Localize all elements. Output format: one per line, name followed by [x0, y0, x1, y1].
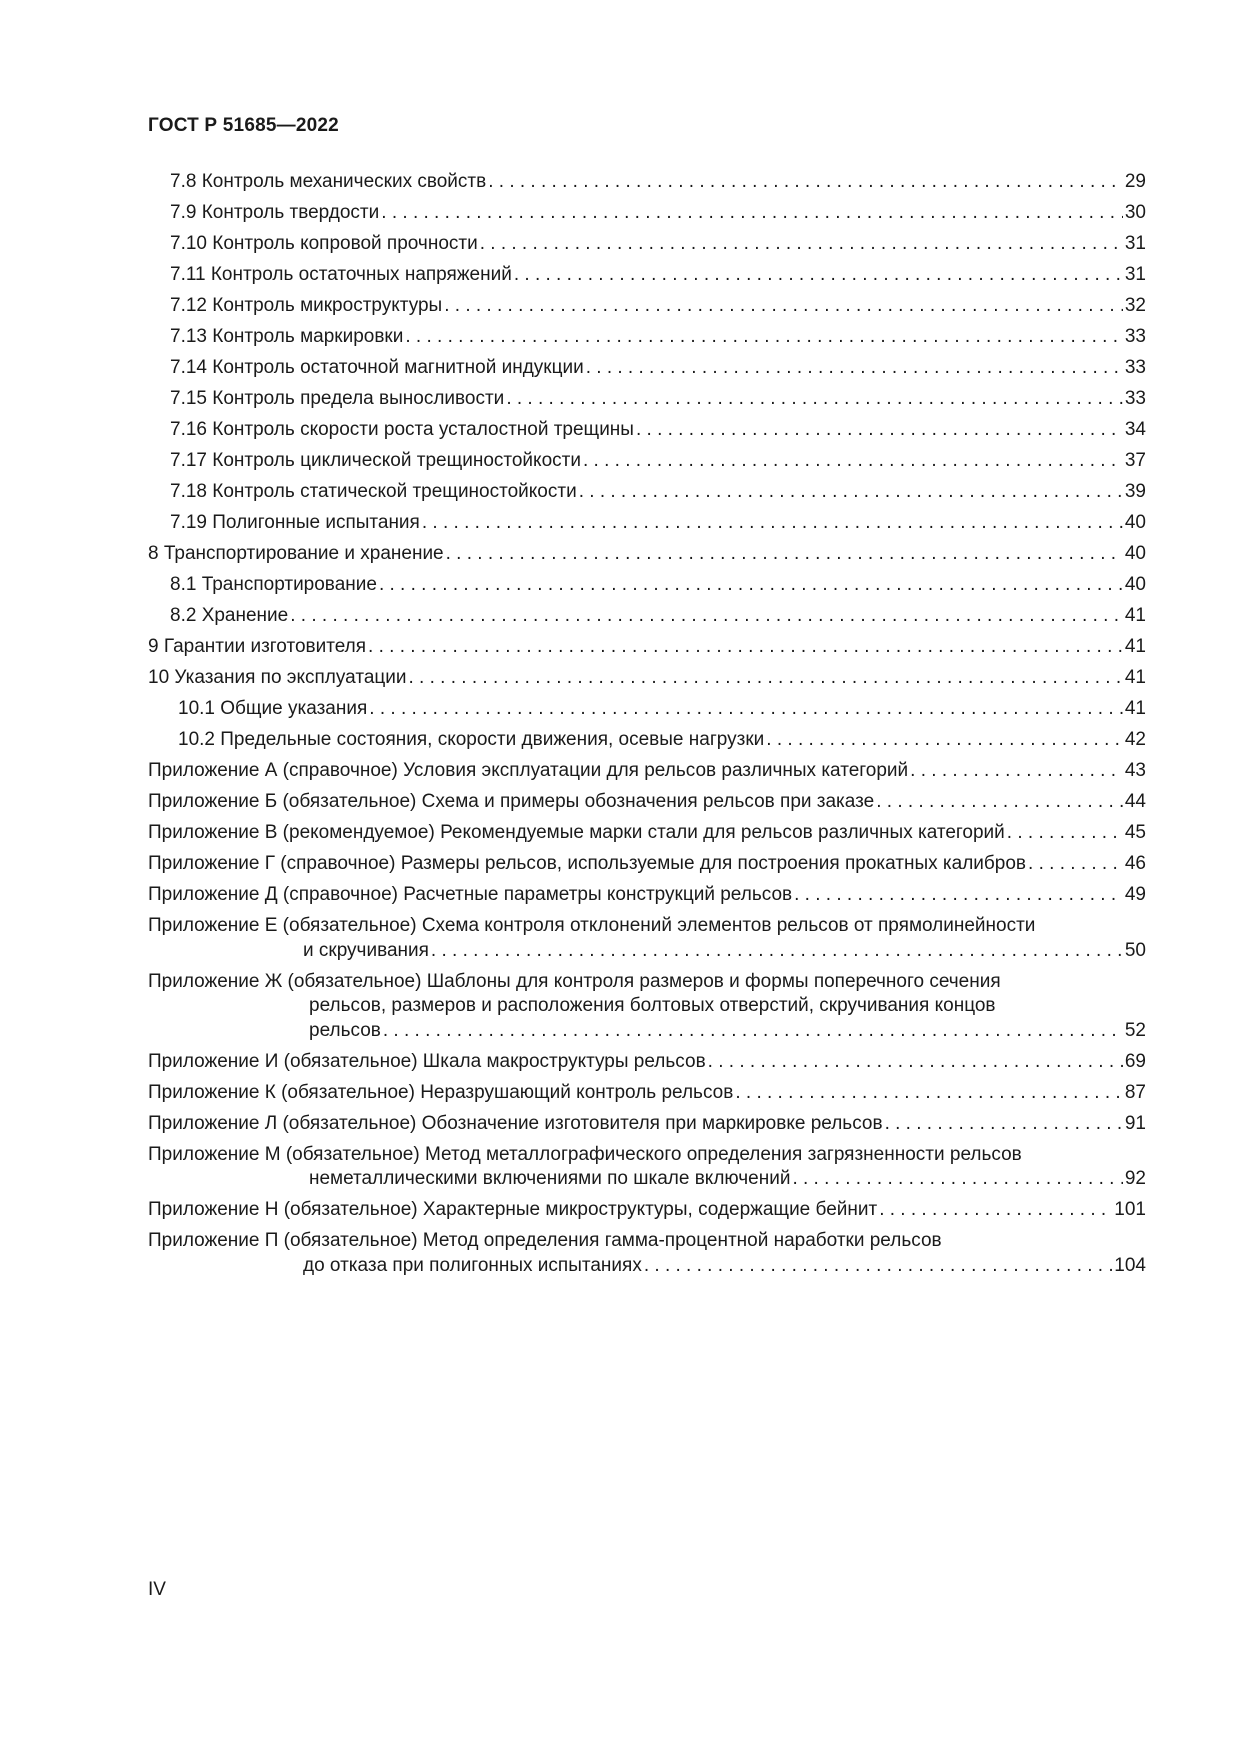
toc-entry[interactable] [148, 263, 1146, 288]
toc-entry-title: 9 Гарантии изготовителя [148, 636, 367, 657]
toc-entry-page: 44 [1124, 791, 1146, 812]
toc-entry-title: 7.9 Контроль твердости [170, 202, 380, 223]
toc-entry-title: 7.12 Контроль микроструктуры [170, 295, 443, 316]
toc-entry-title: 7.8 Контроль механических свойств [170, 171, 487, 192]
toc-entry-page: 32 [1124, 295, 1146, 316]
toc-entry[interactable] [148, 1050, 1146, 1075]
toc-entry-title: 7.14 Контроль остаточной магнитной индукции [170, 357, 584, 378]
toc-entry-title: Приложение А (справочное) Условия эксплуатации для рельсов различных категорий [148, 760, 909, 781]
toc-entry[interactable] [148, 604, 1146, 629]
toc-entry-title: 10 Указания по эксплуатации [148, 667, 407, 688]
toc-entry-page: 41 [1124, 636, 1146, 657]
toc-entry[interactable] [148, 635, 1146, 660]
toc-entry-title: 7.16 Контроль скорости роста усталостной трещины [170, 419, 634, 440]
toc-entry-title: Приложение Б (обязательное) Схема и примеры обозначения рельсов при заказе [148, 791, 875, 812]
toc-entry-page: 52 [1124, 1019, 1146, 1041]
toc-entry-page: 33 [1124, 357, 1146, 378]
toc-entry-page: 41 [1124, 605, 1146, 626]
toc-entry-page: 45 [1124, 822, 1146, 843]
toc-entry[interactable] [148, 1112, 1146, 1137]
toc-entry-page: 40 [1124, 574, 1146, 595]
toc-entry[interactable] [148, 170, 1146, 195]
toc-entry-page: 50 [1124, 939, 1146, 961]
toc-entry[interactable] [148, 511, 1146, 536]
toc-entry-page: 49 [1124, 884, 1146, 905]
toc-entry-page: 33 [1124, 388, 1146, 409]
toc-entry-title: 7.11 Контроль остаточных напряжений [170, 264, 512, 285]
table-of-contents [148, 170, 1146, 1285]
toc-entry-title: Приложение Л (обязательное) Обозначение изготовителя при маркировке рельсов [148, 1112, 883, 1134]
toc-entry-page: 69 [1124, 1050, 1146, 1072]
toc-entry-title: 7.13 Контроль маркировки [170, 326, 404, 347]
toc-entry-page: 91 [1124, 1112, 1146, 1134]
toc-entry-title-continuation: неметаллическими включениями по шкале включений [309, 1168, 791, 1189]
toc-entry-title: Приложение Н (обязательное) Характерные микроструктуры, содержащие бейнит [148, 1199, 878, 1220]
toc-entry-page: 33 [1124, 326, 1146, 347]
toc-entry-title: 7.10 Контроль копровой прочности [170, 233, 478, 254]
toc-entry[interactable] [148, 573, 1146, 598]
toc-entry-title: Приложение И (обязательное) Шкала макроструктуры рельсов [148, 1050, 706, 1072]
toc-entry-page: 29 [1124, 171, 1146, 192]
toc-entry-page: 41 [1124, 698, 1146, 719]
toc-entry-page: 31 [1124, 233, 1146, 254]
toc-entry[interactable] [148, 970, 1146, 1044]
toc-entry-title: Приложение Ж (обязательное) Шаблоны для контроля размеров и формы поперечного сечения [148, 970, 1001, 992]
toc-entry[interactable] [148, 232, 1146, 257]
toc-entry-page: 101 [1114, 1199, 1146, 1220]
toc-entry-page: 92 [1124, 1168, 1146, 1189]
toc-entry[interactable] [148, 387, 1146, 412]
toc-entry-title: 7.19 Полигонные испытания [170, 512, 420, 533]
toc-entry-page: 43 [1124, 760, 1146, 781]
toc-entry-page: 37 [1124, 450, 1146, 471]
toc-entry-title-continuation: до отказа при полигонных испытаниях [303, 1254, 642, 1276]
toc-entry[interactable] [148, 418, 1146, 443]
toc-entry-title: Приложение Е (обязательное) Схема контроля отклонений элементов рельсов от прямолинейности [148, 915, 1036, 936]
toc-entry-title: 10.2 Предельные состояния, скорости движения, осевые нагрузки [178, 729, 765, 750]
toc-entry[interactable] [148, 1229, 1146, 1278]
toc-entry-page: 87 [1124, 1081, 1146, 1103]
toc-entry[interactable] [148, 449, 1146, 474]
toc-entry[interactable] [148, 883, 1146, 908]
toc-entry-page: 41 [1124, 667, 1146, 688]
toc-entry-title: 8.1 Транспортирование [170, 574, 377, 595]
toc-entry[interactable] [148, 728, 1146, 753]
toc-entry-title: 8 Транспортирование и хранение [148, 543, 444, 564]
toc-entry-title-continuation: и скручивания [303, 939, 429, 961]
toc-entry-title: Приложение М (обязательное) Метод металлографического определения загрязненности рельсов [148, 1143, 1022, 1165]
document-header: ГОСТ Р 51685—2022 [148, 115, 339, 136]
toc-entry[interactable] [148, 852, 1146, 877]
toc-entry-page: 104 [1114, 1254, 1146, 1276]
toc-entry-page: 40 [1124, 543, 1146, 564]
toc-entry-title: Приложение Д (справочное) Расчетные параметры конструкций рельсов [148, 884, 793, 905]
toc-entry-page: 31 [1124, 264, 1146, 285]
toc-entry[interactable] [148, 542, 1146, 567]
toc-entry-title: Приложение В (рекомендуемое) Рекомендуемые марки стали для рельсов различных категорий [148, 822, 1005, 843]
toc-entry-title-continuation: рельсов, размеров и расположения болтовых отверстий, скручивания концов [309, 995, 996, 1016]
toc-entry-title: Приложение Г (справочное) Размеры рельсов, используемые для построения прокатных калибров [148, 853, 1027, 874]
toc-entry-title: 8.2 Хранение [170, 605, 289, 626]
toc-entry[interactable] [148, 790, 1146, 815]
toc-entry[interactable] [148, 666, 1146, 691]
toc-entry[interactable] [148, 1143, 1146, 1192]
toc-entry-page: 39 [1124, 481, 1146, 502]
toc-entry-title: 10.1 Общие указания [178, 698, 368, 719]
toc-entry[interactable] [148, 914, 1146, 963]
toc-entry-page: 34 [1124, 419, 1146, 440]
toc-entry[interactable] [148, 201, 1146, 226]
toc-entry-title: 7.18 Контроль статической трещиностойкости [170, 481, 577, 502]
toc-entry-title-continuation: рельсов [309, 1019, 381, 1041]
toc-entry-page: 40 [1124, 512, 1146, 533]
toc-entry[interactable] [148, 480, 1146, 505]
toc-entry-title: Приложение К (обязательное) Неразрушающий контроль рельсов [148, 1081, 734, 1103]
toc-entry[interactable] [148, 697, 1146, 722]
page-number: IV [148, 1579, 166, 1600]
toc-entry[interactable] [148, 1081, 1146, 1106]
toc-entry-page: 46 [1124, 853, 1146, 874]
toc-entry[interactable] [148, 1198, 1146, 1223]
toc-entry-title: Приложение П (обязательное) Метод определения гамма-процентной наработки рельсов [148, 1230, 942, 1251]
toc-entry[interactable] [148, 356, 1146, 381]
toc-entry[interactable] [148, 821, 1146, 846]
toc-entry-page: 42 [1124, 729, 1146, 750]
toc-entry-title: 7.15 Контроль предела выносливости [170, 388, 505, 409]
toc-entry-title: 7.17 Контроль циклической трещиностойкости [170, 450, 581, 471]
toc-entry-page: 30 [1124, 202, 1146, 223]
toc-entry[interactable] [148, 294, 1146, 319]
toc-entry[interactable] [148, 325, 1146, 350]
toc-entry[interactable] [148, 759, 1146, 784]
